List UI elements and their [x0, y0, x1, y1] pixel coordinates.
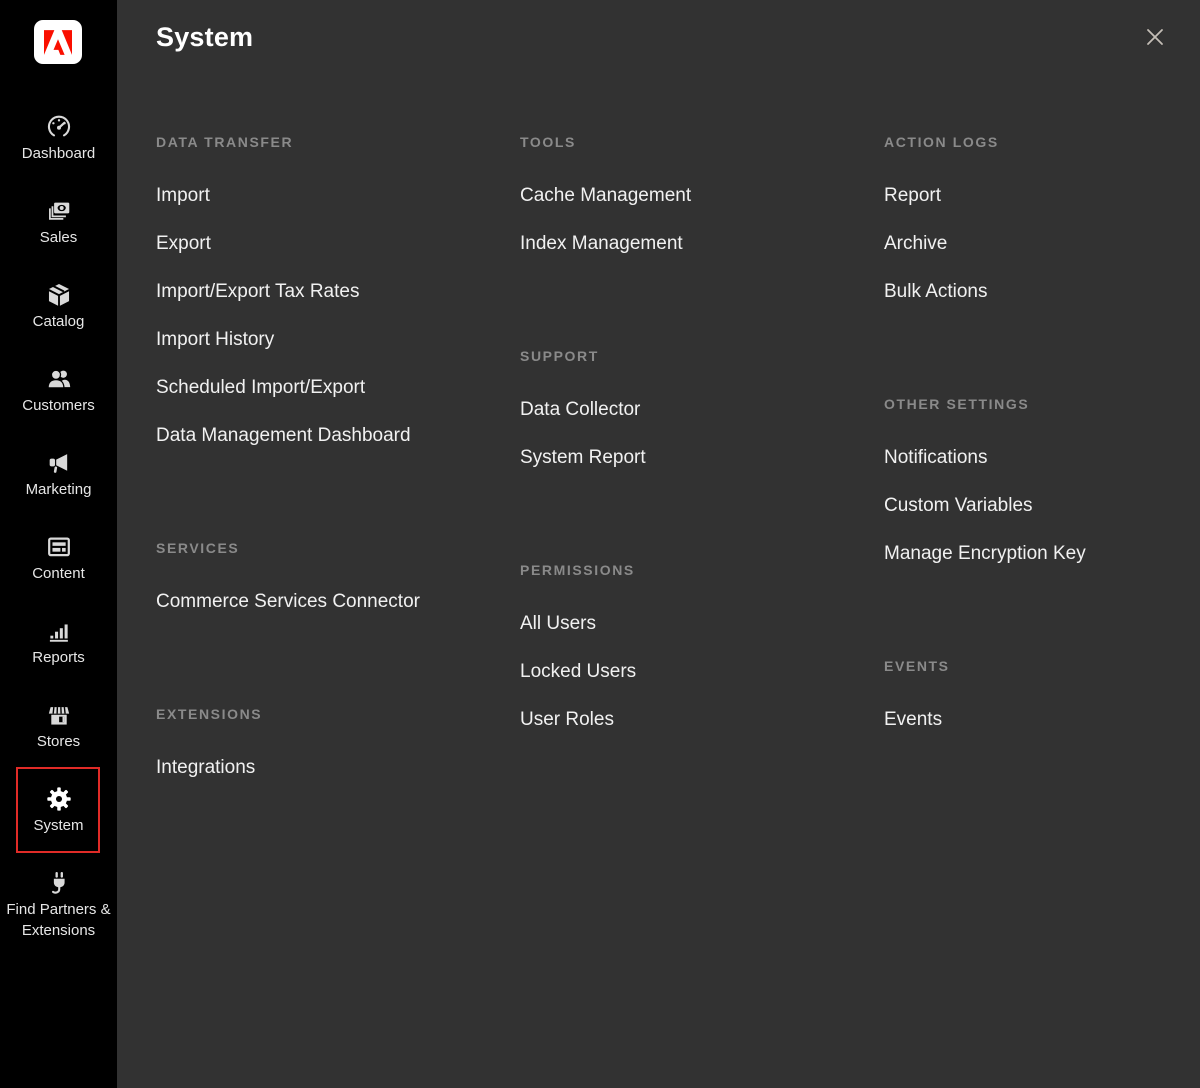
sidebar-nav	[0, 103, 117, 941]
menu-item-notifications[interactable]: Notifications	[884, 447, 988, 468]
sidebar-item-marketing[interactable]	[0, 439, 117, 523]
section-heading: EVENTS	[884, 658, 950, 674]
menu-item-archive[interactable]: Archive	[884, 233, 948, 254]
sidebar-item-find-partners-extensions[interactable]	[0, 859, 117, 941]
system-gear-icon	[45, 785, 73, 813]
section-heading: PERMISSIONS	[520, 562, 635, 578]
sidebar-item-system[interactable]	[0, 775, 117, 859]
menu-item-index-management[interactable]: Index Management	[520, 233, 683, 254]
menu-item-data-collector[interactable]: Data Collector	[520, 399, 641, 420]
menu-section-action-logs	[884, 132, 1200, 316]
section-heading: SUPPORT	[520, 348, 599, 364]
menu-section-events	[884, 656, 1200, 744]
sidebar-item-label: Catalog	[32, 313, 85, 330]
sidebar-item-label: Find Partners & Extensions	[6, 901, 111, 939]
menu-section-data-transfer	[156, 132, 506, 460]
dashboard-icon	[45, 113, 73, 141]
menu-item-locked-users[interactable]: Locked Users	[520, 661, 637, 682]
close-icon	[1143, 25, 1167, 49]
adobe-logo-mark	[44, 30, 72, 55]
marketing-icon	[45, 449, 73, 477]
sidebar-item-label: Reports	[32, 649, 85, 666]
menu-item-data-management-dashboard[interactable]: Data Management Dashboard	[156, 425, 411, 446]
sidebar-item-reports[interactable]	[0, 607, 117, 691]
sidebar-item-dashboard[interactable]	[0, 103, 117, 187]
menu-columns	[117, 132, 1200, 1032]
section-item-list	[156, 172, 506, 460]
sidebar-item-customers[interactable]	[0, 355, 117, 439]
section-item-list	[884, 696, 1200, 744]
section-item-list	[156, 578, 506, 626]
sales-icon	[45, 197, 73, 225]
menu-item-system-report[interactable]: System Report	[520, 447, 646, 468]
sidebar-item-label: System	[33, 817, 84, 834]
catalog-icon	[45, 281, 73, 309]
menu-item-export[interactable]: Export	[156, 233, 211, 254]
section-heading: TOOLS	[520, 134, 576, 150]
section-item-list	[156, 744, 506, 792]
menu-item-events[interactable]: Events	[884, 709, 943, 730]
menu-item-cache-management[interactable]: Cache Management	[520, 185, 692, 206]
sidebar-item-catalog[interactable]	[0, 271, 117, 355]
menu-item-custom-variables[interactable]: Custom Variables	[884, 495, 1033, 516]
menu-item-report[interactable]: Report	[884, 185, 942, 206]
menu-column-2	[520, 132, 870, 822]
section-heading: EXTENSIONS	[156, 706, 263, 722]
menu-column-3	[884, 132, 1200, 822]
sidebar-item-label: Dashboard	[21, 145, 96, 162]
menu-item-manage-encryption-key[interactable]: Manage Encryption Key	[884, 543, 1086, 564]
section-item-list	[520, 386, 870, 482]
reports-icon	[45, 617, 73, 645]
section-item-list	[520, 172, 870, 268]
menu-section-permissions	[520, 560, 870, 744]
system-flyout-panel	[117, 0, 1200, 1088]
content-icon	[45, 533, 73, 561]
menu-section-tools	[520, 132, 870, 268]
menu-item-import-history[interactable]: Import History	[156, 329, 275, 350]
adobe-logo[interactable]	[34, 20, 82, 64]
section-item-list	[884, 172, 1200, 316]
sidebar	[0, 0, 117, 1088]
sidebar-item-stores[interactable]	[0, 691, 117, 775]
menu-section-services	[156, 538, 506, 626]
section-heading: OTHER SETTINGS	[884, 396, 1030, 412]
menu-section-extensions	[156, 704, 506, 792]
sidebar-item-label: Sales	[39, 229, 78, 246]
page-title: System	[156, 22, 254, 52]
sidebar-item-label: Content	[32, 565, 85, 582]
plug-icon	[45, 869, 73, 897]
menu-item-all-users[interactable]: All Users	[520, 613, 597, 634]
stores-icon	[45, 701, 73, 729]
menu-section-support	[520, 346, 870, 482]
section-item-list	[884, 434, 1200, 578]
menu-item-integrations[interactable]: Integrations	[156, 757, 256, 778]
menu-item-import-export-tax-rates[interactable]: Import/Export Tax Rates	[156, 281, 360, 302]
section-item-list	[520, 600, 870, 744]
close-button[interactable]	[1143, 25, 1167, 49]
customers-icon	[45, 365, 73, 393]
menu-item-user-roles[interactable]: User Roles	[520, 709, 614, 730]
menu-item-commerce-services-connector[interactable]: Commerce Services Connector	[156, 591, 420, 612]
menu-column-1	[156, 132, 506, 870]
menu-item-import[interactable]: Import	[156, 185, 210, 206]
sidebar-item-label: Marketing	[25, 481, 92, 498]
section-heading: SERVICES	[156, 540, 240, 556]
sidebar-item-sales[interactable]	[0, 187, 117, 271]
menu-section-other-settings	[884, 394, 1200, 578]
section-heading: DATA TRANSFER	[156, 134, 294, 150]
menu-item-scheduled-import-export[interactable]: Scheduled Import/Export	[156, 377, 366, 398]
sidebar-item-label: Stores	[36, 733, 81, 750]
menu-item-bulk-actions[interactable]: Bulk Actions	[884, 281, 988, 302]
sidebar-item-content[interactable]	[0, 523, 117, 607]
section-heading: ACTION LOGS	[884, 134, 999, 150]
sidebar-item-label: Customers	[22, 397, 95, 414]
